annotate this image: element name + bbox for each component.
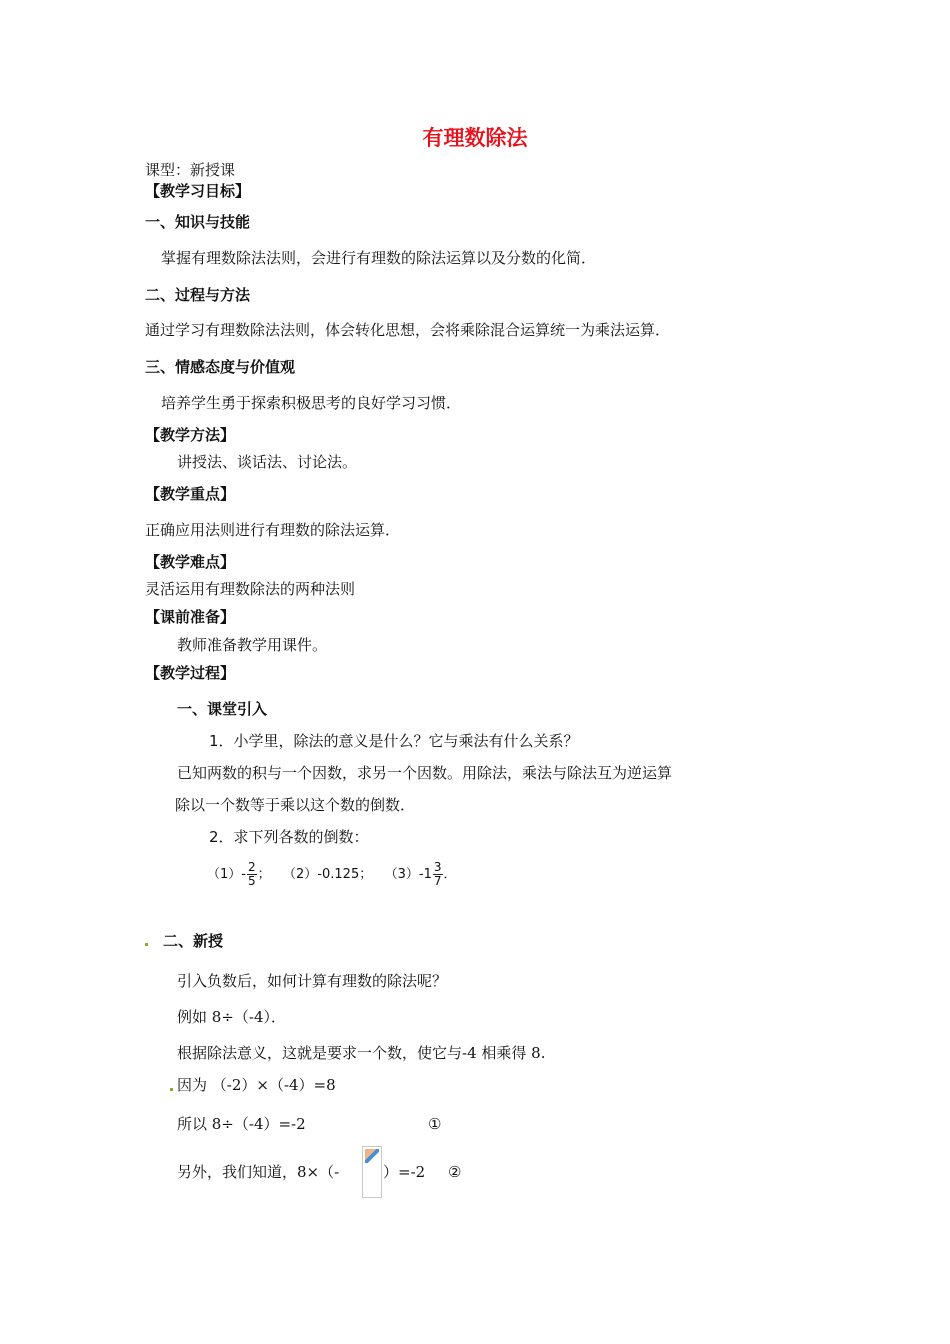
exercise-2: （2）-0.125；	[283, 867, 373, 882]
new-lesson-line-1: 引入负数后，如何计算有理数的除法呢？	[177, 972, 448, 990]
document-title: 有理数除法	[422, 126, 528, 150]
exercise-1-denominator: 5	[247, 874, 256, 888]
section-2-text: 通过学习有理数除法法则，体会转化思想，会将乘除混合运算统一为乘法运算．	[145, 321, 671, 339]
exercise-3-label: （3）-1	[384, 867, 432, 882]
goals-heading: 【教学习目标】	[145, 182, 251, 200]
key-point-heading: 【教学重点】	[145, 485, 236, 503]
exercise-1-label: （1）-	[207, 867, 246, 882]
new-lesson-line-2: 例如 8÷（-4）．	[177, 1008, 286, 1026]
question-1-answer: 已知两数的积与一个因数，求另一个因数。用除法，乘法与除法互为逆运算	[177, 764, 673, 782]
section-1-heading: 一、知识与技能	[145, 213, 251, 231]
new-lesson-line-6-start: 另外，我们知道，8×（-	[177, 1163, 340, 1181]
embedded-image-placeholder	[362, 1146, 382, 1198]
exercise-1-fraction	[247, 861, 257, 888]
question-1-answer-continued: 除以一个数等于乘以这个数的倒数．	[175, 796, 416, 814]
exercise-3-end: ．	[443, 867, 457, 882]
image-icon	[365, 1149, 379, 1163]
difficulty-heading: 【教学难点】	[145, 553, 236, 571]
section-3-heading: 三、情感态度与价值观	[145, 358, 296, 376]
equation-1-marker: ①	[428, 1115, 442, 1133]
difficulty-text: 灵活运用有理数除法的两种法则	[145, 580, 356, 598]
preparation-heading: 【课前准备】	[145, 608, 236, 626]
course-type: 课型：新授课	[145, 161, 236, 179]
reciprocal-exercises	[207, 860, 457, 890]
exercise-3-fraction	[433, 861, 443, 888]
equation-2-marker: ②	[448, 1163, 462, 1181]
intro-heading: 一、课堂引入	[177, 700, 268, 718]
exercise-1-numerator: 2	[247, 860, 256, 874]
bullet-mark	[145, 943, 148, 946]
section-3-text: 培养学生勇于探索积极思考的良好学习习惯．	[161, 394, 462, 412]
new-lesson-heading: 二、新授	[163, 932, 224, 950]
new-lesson-line-4: 因为 （-2）×（-4）=8	[177, 1076, 336, 1094]
new-lesson-line-5: 所以 8÷（-4）=-2	[177, 1115, 306, 1133]
exercise-3-numerator: 3	[433, 860, 442, 874]
question-2: 2．求下列各数的倒数：	[209, 828, 369, 846]
new-lesson-line-6-end: ）=-2	[383, 1163, 426, 1181]
new-lesson-line-3: 根据除法意义，这就是要求一个数，使它与-4 相乘得 8.	[177, 1044, 546, 1062]
key-point-text: 正确应用法则进行有理数的除法运算．	[145, 521, 401, 539]
process-heading: 【教学过程】	[145, 664, 236, 682]
method-heading: 【教学方法】	[145, 426, 236, 444]
question-1: 1．小学里，除法的意义是什么？它与乘法有什么关系？	[209, 732, 579, 750]
exercise-3-denominator: 7	[433, 874, 442, 888]
bullet-mark	[170, 1088, 173, 1091]
method-text: 讲授法、谈话法、讨论法。	[177, 453, 358, 471]
exercise-1-end: ；	[257, 867, 271, 882]
preparation-text: 教师准备教学用课件。	[177, 636, 328, 654]
section-2-heading: 二、过程与方法	[145, 286, 251, 304]
section-1-text: 掌握有理数除法法则，会进行有理数的除法运算以及分数的化简．	[161, 249, 597, 267]
